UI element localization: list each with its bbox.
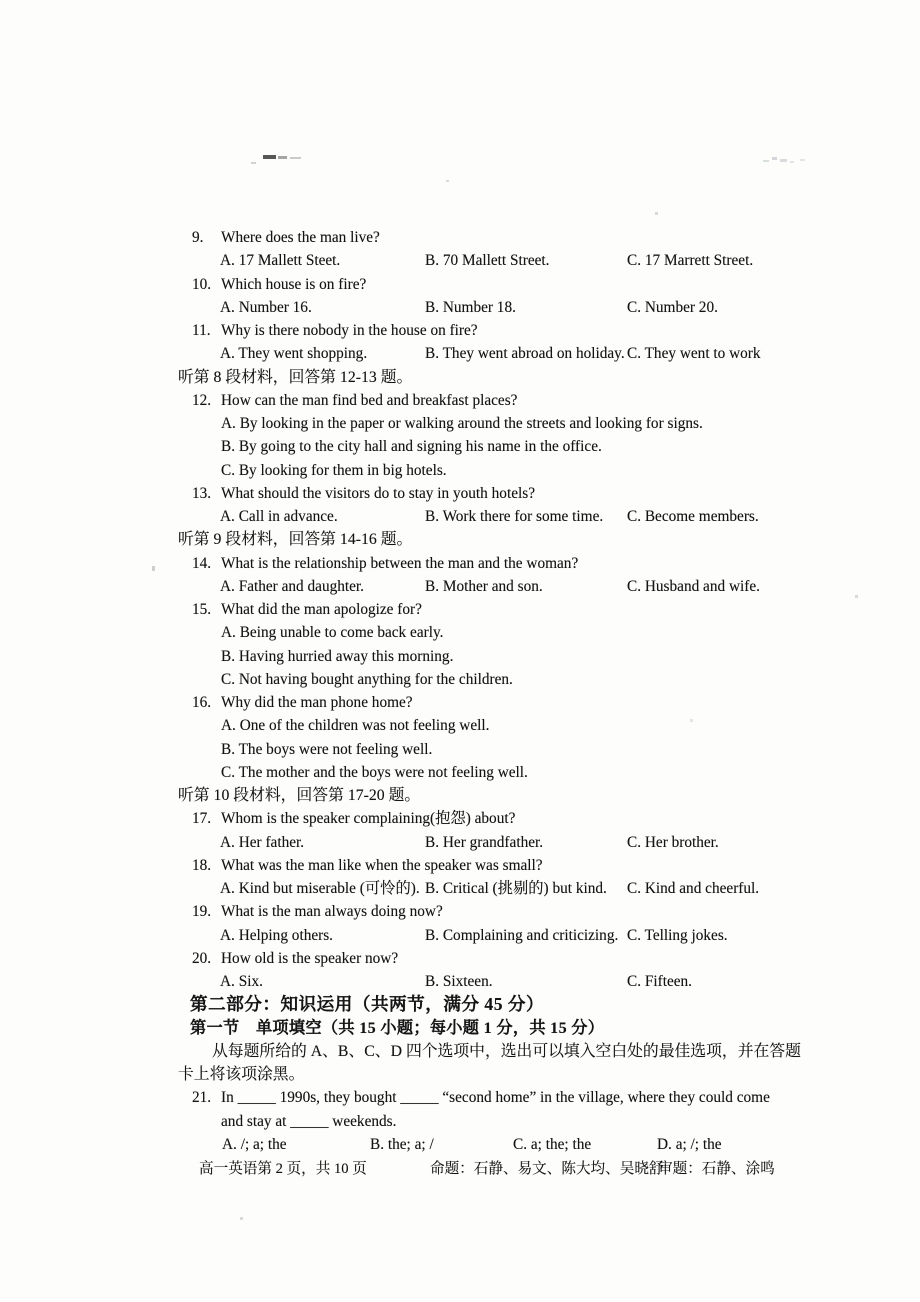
- options-row: [0, 1133, 920, 1156]
- scan-artifact: [278, 156, 287, 159]
- option: B. By going to the city hall and signing his name in the office.: [221, 438, 602, 456]
- scan-artifact: [446, 180, 449, 182]
- option: C. Her brother.: [627, 833, 719, 851]
- doc-content: [0, 226, 920, 1156]
- question-line: [0, 389, 920, 412]
- question-text: Whom is the speaker complaining(抱怨) about?: [221, 810, 516, 828]
- question-text: How old is the speaker now?: [221, 949, 399, 967]
- options-row: [0, 296, 920, 319]
- option: C. Fifteen.: [627, 973, 693, 990]
- question-text: In _____ 1990s, they bought _____ “second home” in the village, where they could come: [221, 1089, 770, 1107]
- option: C. The mother and the boys were not feeling well.: [221, 763, 528, 781]
- question-line: [0, 691, 920, 714]
- option: A. Number 16.: [220, 298, 312, 316]
- option: A. Six.: [220, 973, 263, 990]
- footer-setters: 命题：石静、易文、陈大均、吴晓舒: [430, 1161, 664, 1177]
- question-line: [0, 273, 920, 296]
- question-number: 20.: [192, 949, 212, 967]
- option: A. 17 Mallett Steet.: [220, 252, 341, 270]
- question-number: 14.: [192, 554, 212, 572]
- question-line: [0, 482, 920, 505]
- scan-artifact: [763, 160, 769, 162]
- question-number: 12.: [192, 391, 212, 409]
- question-text: What is the relationship between the man and the woman?: [221, 554, 579, 572]
- audio-prompt: 听第 9 段材料，回答第 14-16 题。: [178, 531, 413, 549]
- option: A. Father and daughter.: [220, 577, 365, 595]
- question-number: 17.: [192, 810, 212, 828]
- options-row: [0, 505, 920, 528]
- option: B. the; a; /: [370, 1135, 434, 1153]
- option: B. Mother and son.: [425, 577, 543, 595]
- question-text: Which house is on fire?: [221, 275, 367, 293]
- question-line: [0, 1086, 920, 1109]
- audio-prompt: 听第 8 段材料，回答第 12-13 题。: [178, 368, 413, 386]
- option: C. Not having bought anything for the children.: [221, 670, 513, 688]
- options-row: [0, 249, 920, 272]
- option: A. Her father.: [220, 833, 305, 851]
- option: C. Become members.: [627, 508, 759, 525]
- question-text: Why is there nobody in the house on fire?: [221, 322, 478, 339]
- instruction-paragraph: 从每题所给的 A、B、C、D 四个选项中，选出可以填入空白处的最佳选项，并在答题: [212, 1042, 801, 1060]
- option: C. Husband and wife.: [627, 577, 760, 595]
- option: A. They went shopping.: [220, 345, 368, 363]
- option: B. They went abroad on holiday.: [425, 345, 625, 363]
- scan-artifact: [772, 157, 777, 160]
- option: B. Critical (挑剔的) but kind.: [425, 880, 607, 897]
- scan-artifact: [800, 159, 805, 161]
- scan-artifact: [290, 157, 301, 159]
- question-line: [0, 598, 920, 621]
- option: D. a; /; the: [657, 1135, 722, 1153]
- page-footer: [0, 1158, 920, 1181]
- options-row: [0, 342, 920, 365]
- option: C. By looking for them in big hotels.: [221, 461, 447, 479]
- question-line: [0, 900, 920, 923]
- option: B. Sixteen.: [425, 973, 493, 990]
- option: A. Helping others.: [220, 926, 334, 944]
- section-header: 第二部分：知识运用（共两节，满分 45 分）: [190, 994, 545, 1015]
- option: C. a; the; the: [513, 1135, 592, 1153]
- option: C. Telling jokes.: [627, 926, 728, 944]
- option: B. Her grandfather.: [425, 833, 544, 851]
- question-line: [0, 807, 920, 830]
- option: A. /; a; the: [222, 1135, 287, 1153]
- question-text: What should the visitors do to stay in youth hotels?: [221, 484, 535, 502]
- option: B. Complaining and criticizing.: [425, 926, 619, 944]
- question-number: 18.: [192, 856, 212, 874]
- question-number: 21.: [192, 1089, 212, 1107]
- question-text: What is the man always doing now?: [221, 903, 443, 921]
- question-line: [0, 552, 920, 575]
- question-line: [0, 319, 920, 342]
- question-number: 19.: [192, 903, 212, 921]
- option: A. By looking in the paper or walking around the streets and looking for signs.: [221, 415, 703, 432]
- audio-prompt: 听第 10 段材料，回答第 17-20 题。: [178, 787, 421, 804]
- options-row: [0, 970, 920, 993]
- scan-artifact: [240, 1217, 243, 1220]
- options-row: [0, 877, 920, 900]
- option: C. Kind and cheerful.: [627, 880, 760, 897]
- scan-artifact: [655, 212, 658, 215]
- question-line: [0, 226, 920, 249]
- question-number: 13.: [192, 484, 212, 502]
- question-number: 15.: [192, 601, 212, 618]
- option: C. 17 Marrett Street.: [627, 252, 754, 270]
- question-number: 11.: [192, 322, 211, 339]
- scan-artifact: [790, 161, 794, 163]
- question-text: Why did the man phone home?: [221, 694, 413, 711]
- question-number: 10.: [192, 275, 212, 293]
- question-text: How can the man find bed and breakfast places?: [221, 391, 518, 409]
- option: A. One of the children was not feeling well.: [221, 717, 490, 735]
- footer-page-info: 高一英语第 2 页，共 10 页: [199, 1161, 367, 1177]
- footer-reviewers: 审题：石静、涂鸣: [658, 1161, 775, 1177]
- option: B. The boys were not feeling well.: [221, 740, 433, 758]
- question-continuation: and stay at _____ weekends.: [221, 1112, 397, 1130]
- options-row: [0, 924, 920, 947]
- option: B. Having hurried away this morning.: [221, 647, 454, 665]
- subsection-header: 第一节 单项填空（共 15 小题；每小题 1 分，共 15 分）: [190, 1018, 605, 1037]
- question-text: Where does the man live?: [221, 229, 380, 246]
- scan-artifact: [251, 162, 256, 164]
- option: B. Work there for some time.: [425, 508, 604, 525]
- scan-artifact: [263, 155, 276, 159]
- instruction-paragraph: 卡上将该项涂黑。: [178, 1066, 305, 1083]
- option: B. 70 Mallett Street.: [425, 252, 550, 270]
- question-number: 9.: [192, 229, 204, 246]
- question-text: What was the man like when the speaker was small?: [221, 856, 543, 874]
- option: A. Call in advance.: [220, 508, 338, 525]
- question-line: [0, 854, 920, 877]
- option: B. Number 18.: [425, 298, 516, 316]
- option: A. Being unable to come back early.: [221, 624, 444, 642]
- question-text: What did the man apologize for?: [221, 601, 422, 618]
- options-row: [0, 831, 920, 854]
- question-number: 16.: [192, 694, 212, 711]
- options-row: [0, 575, 920, 598]
- option: A. Kind but miserable (可怜的).: [220, 880, 420, 897]
- scan-artifact: [780, 159, 787, 162]
- option: C. Number 20.: [627, 298, 718, 316]
- option: C. They went to work: [627, 345, 761, 363]
- question-line: [0, 947, 920, 970]
